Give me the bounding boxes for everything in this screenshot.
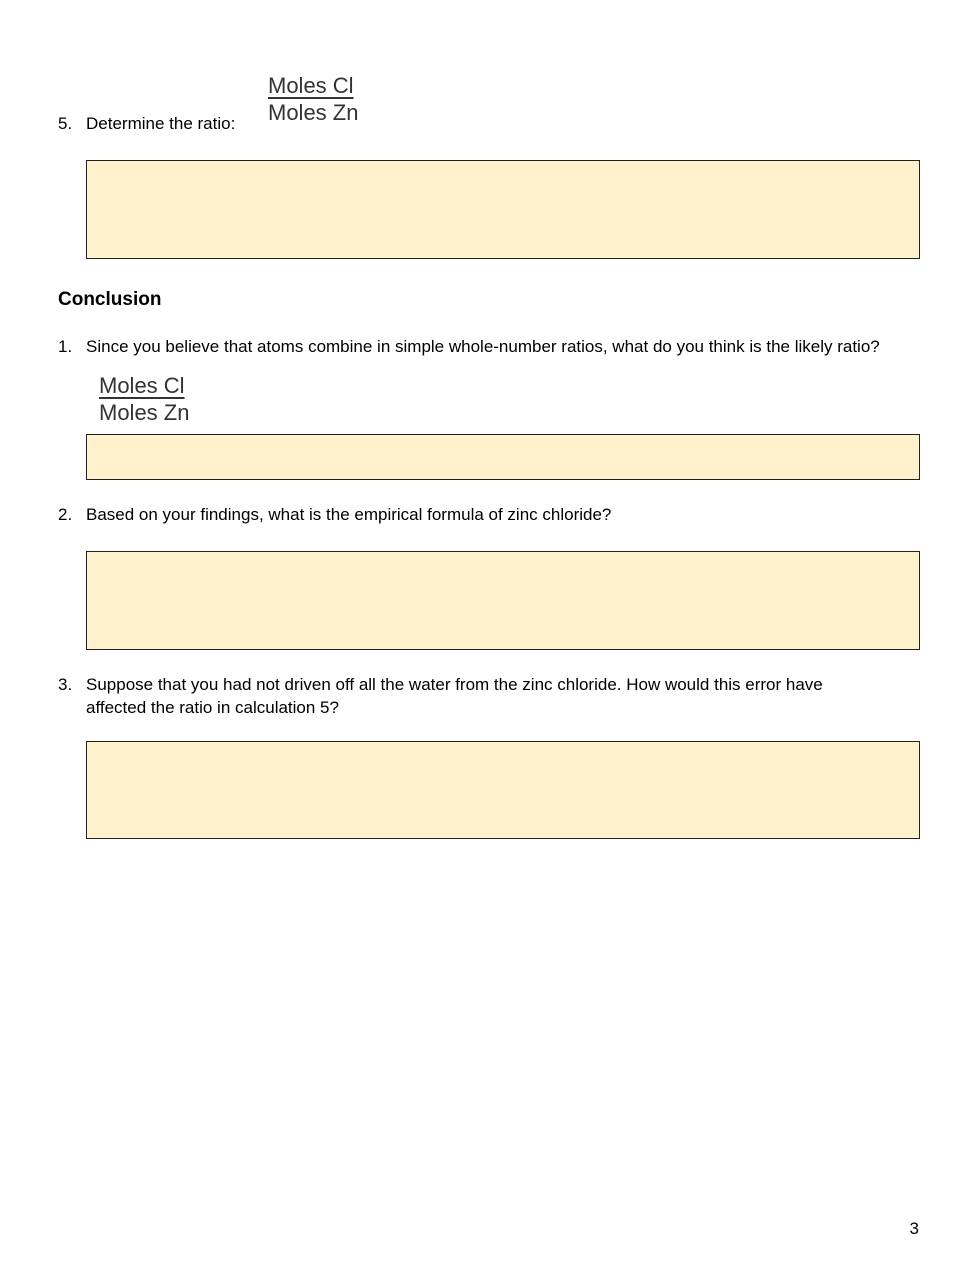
answer-box-q2[interactable]	[86, 551, 920, 650]
ratio-fraction-q1	[89, 372, 195, 426]
ratio-numerator: Moles Cl	[268, 73, 354, 98]
ratio-denominator: Moles Zn	[99, 400, 190, 425]
question-text-line2: affected the ratio in calculation 5?	[86, 698, 339, 717]
ratio-fraction-step5	[258, 72, 364, 126]
question-number: 5.	[58, 114, 73, 133]
page-number: 3	[909, 1219, 919, 1238]
question-number: 3.	[58, 675, 73, 694]
question-number: 2.	[58, 505, 73, 524]
question-text: Based on your findings, what is the empirical formula of zinc chloride?	[86, 505, 612, 524]
question-text: Since you believe that atoms combine in simple whole-number ratios, what do you think is the likely ratio?	[86, 337, 880, 356]
ratio-denominator: Moles Zn	[268, 100, 359, 125]
ratio-numerator: Moles Cl	[99, 373, 185, 398]
question-number: 1.	[58, 337, 73, 356]
section-heading: Conclusion	[58, 289, 162, 310]
question-text: Determine the ratio:	[86, 114, 236, 133]
answer-box-step5[interactable]	[86, 160, 920, 259]
answer-box-q1[interactable]	[86, 434, 920, 480]
question-text-line1: Suppose that you had not driven off all the water from the zinc chloride. How would this error have	[86, 675, 823, 694]
answer-box-q3[interactable]	[86, 741, 920, 839]
